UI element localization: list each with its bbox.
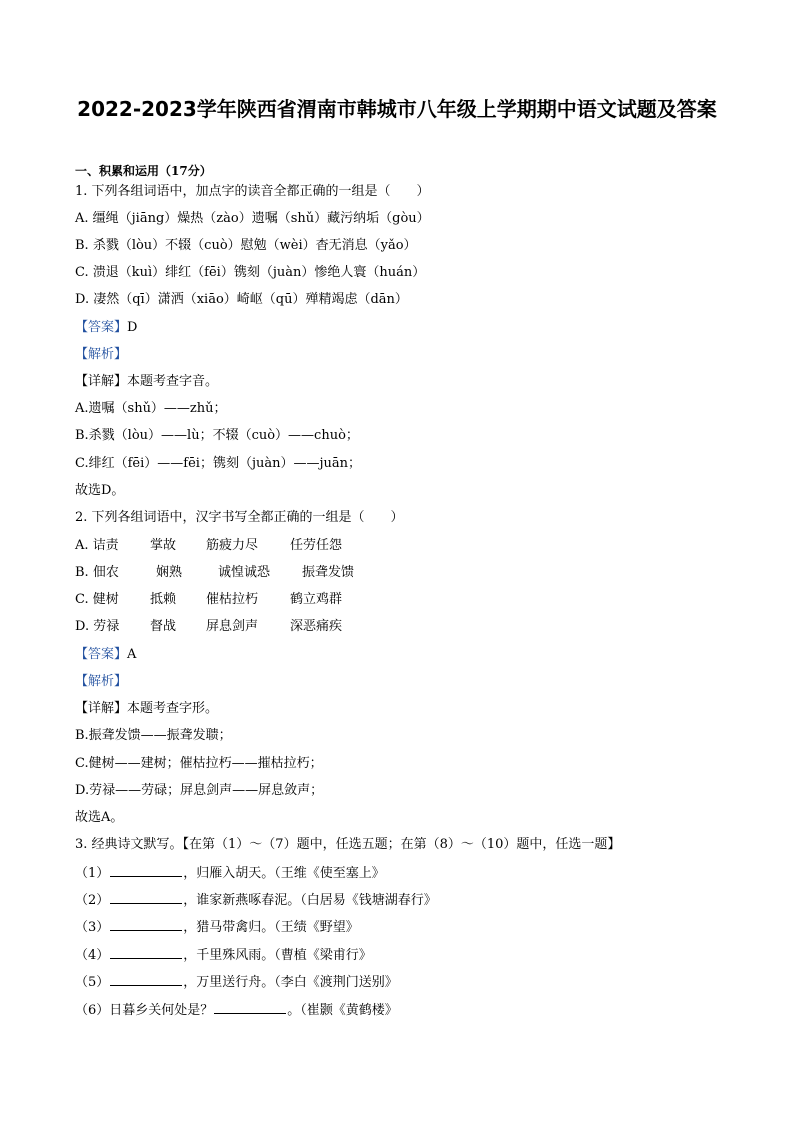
item-text: ，谁家新燕啄春泥。（白居易《钱塘湖春行》 xyxy=(183,893,437,908)
question-2-conclusion: 故选A。 xyxy=(75,810,124,825)
item-number: （3） xyxy=(75,920,110,935)
word: D. 劳禄 xyxy=(75,619,120,634)
word: A. 诘责 xyxy=(75,538,119,553)
answer-blank[interactable] xyxy=(110,863,182,877)
question-2-stem: 2. 下列各组词语中，汉字书写全都正确的一组是（ ） xyxy=(75,510,404,525)
word: 筋疲力尽 xyxy=(206,538,259,553)
question-2-answer xyxy=(75,646,735,664)
recitation-item xyxy=(75,972,735,992)
item-text: 。（崔颢《黄鹤楼》 xyxy=(287,1003,398,1018)
word: C. 健树 xyxy=(75,592,119,607)
answer-blank[interactable] xyxy=(110,972,182,986)
question-2-note: D.劳禄——劳碌；屏息剑声——屏息敛声； xyxy=(75,783,324,798)
question-1-option-c: C. 溃退（kuì）绯红（fēi）镌刻（juàn）惨绝人寰（huán） xyxy=(75,265,426,280)
question-2-detail xyxy=(75,700,735,718)
answer-value: D xyxy=(127,320,138,335)
word: B. 佃农 xyxy=(75,565,119,580)
page-title: 2022-2023学年陕西省渭南市韩城市八年级上学期期中语文试题及答案 xyxy=(77,97,717,121)
question-2-option-c xyxy=(75,591,735,609)
recitation-item xyxy=(75,863,735,883)
recitation-item xyxy=(75,890,735,910)
question-3-stem: 3. 经典诗文默写。【在第（1）～（7）题中，任选五题；在第（8）～（10）题中，任选一题】 xyxy=(75,837,621,852)
word: 掌故 xyxy=(150,538,177,553)
item-text: （6）日暮乡关何处是？ xyxy=(75,1003,214,1018)
answer-blank[interactable] xyxy=(110,945,182,959)
detail-tag: 【详解】 xyxy=(75,374,128,389)
word: 屏息剑声 xyxy=(206,619,259,634)
word: 诚惶诚恐 xyxy=(218,565,271,580)
answer-tag: 【答案】 xyxy=(75,320,128,335)
question-1-note: C.绯红（fēi）——fēi；镌刻（juàn）——juān； xyxy=(75,456,361,471)
word: 任劳任怨 xyxy=(290,538,343,553)
item-text: ，万里送行舟。（李白《渡荆门送别》 xyxy=(183,975,398,990)
question-2-option-b xyxy=(75,564,735,582)
question-2-option-d xyxy=(75,618,735,636)
item-number: （2） xyxy=(75,893,110,908)
section-heading: 一、积累和运用（17分） xyxy=(75,164,212,178)
word: 抵赖 xyxy=(150,592,177,607)
question-1-option-d: D. 凄然（qī）潇洒（xiāo）崎岖（qū）殚精竭虑（dān） xyxy=(75,292,408,307)
item-number: （4） xyxy=(75,948,110,963)
item-text: ，千里殊风雨。（曹植《梁甫行》 xyxy=(183,948,372,963)
question-1-option-a: A. 缰绳（jiāng）燥热（zào）遗嘱（shǔ）藏污纳垢（gòu） xyxy=(75,211,430,226)
detail-tag: 【详解】 xyxy=(75,701,128,716)
word: 督战 xyxy=(150,619,177,634)
word: 娴熟 xyxy=(156,565,183,580)
question-2-analysis-tag: 【解析】 xyxy=(75,674,128,689)
question-1-conclusion: 故选D。 xyxy=(75,483,125,498)
detail-text: 本题考查字形。 xyxy=(127,701,219,716)
item-text: ，猎马带禽归。（王绩《野望》 xyxy=(183,920,359,935)
answer-blank[interactable] xyxy=(214,1000,286,1014)
item-text: ，归雁入胡天。（王维《使至塞上》 xyxy=(183,866,385,881)
question-1-answer xyxy=(75,319,735,337)
item-number: （1） xyxy=(75,866,110,881)
question-1-option-b: B. 杀戮（lòu）不辍（cuò）慰勉（wèi）杳无消息（yǎo） xyxy=(75,238,417,253)
question-2-option-a xyxy=(75,537,735,555)
detail-text: 本题考查字音。 xyxy=(127,374,219,389)
answer-blank[interactable] xyxy=(110,890,182,904)
answer-blank[interactable] xyxy=(110,917,182,931)
word: 鹤立鸡群 xyxy=(290,592,343,607)
word: 催枯拉朽 xyxy=(206,592,259,607)
answer-tag: 【答案】 xyxy=(75,647,128,662)
word: 振聋发馈 xyxy=(302,565,355,580)
answer-value: A xyxy=(127,647,137,662)
question-2-note: B.振聋发馈——振聋发聩； xyxy=(75,728,232,743)
recitation-item xyxy=(75,1000,735,1020)
question-1-stem: 1. 下列各组词语中，加点字的读音全都正确的一组是（ ） xyxy=(75,184,430,199)
item-number: （5） xyxy=(75,975,110,990)
question-1-detail xyxy=(75,373,735,391)
recitation-item xyxy=(75,945,735,965)
question-1-analysis-tag: 【解析】 xyxy=(75,347,128,362)
question-1-note: B.杀戮（lòu）——lù；不辍（cuò）——chuò； xyxy=(75,428,359,443)
question-2-note: C.健树——建树；催枯拉朽——摧枯拉朽； xyxy=(75,756,323,771)
recitation-item xyxy=(75,917,735,937)
question-1-note: A.遗嘱（shǔ）——zhǔ； xyxy=(75,401,227,416)
word: 深恶痛疾 xyxy=(290,619,343,634)
